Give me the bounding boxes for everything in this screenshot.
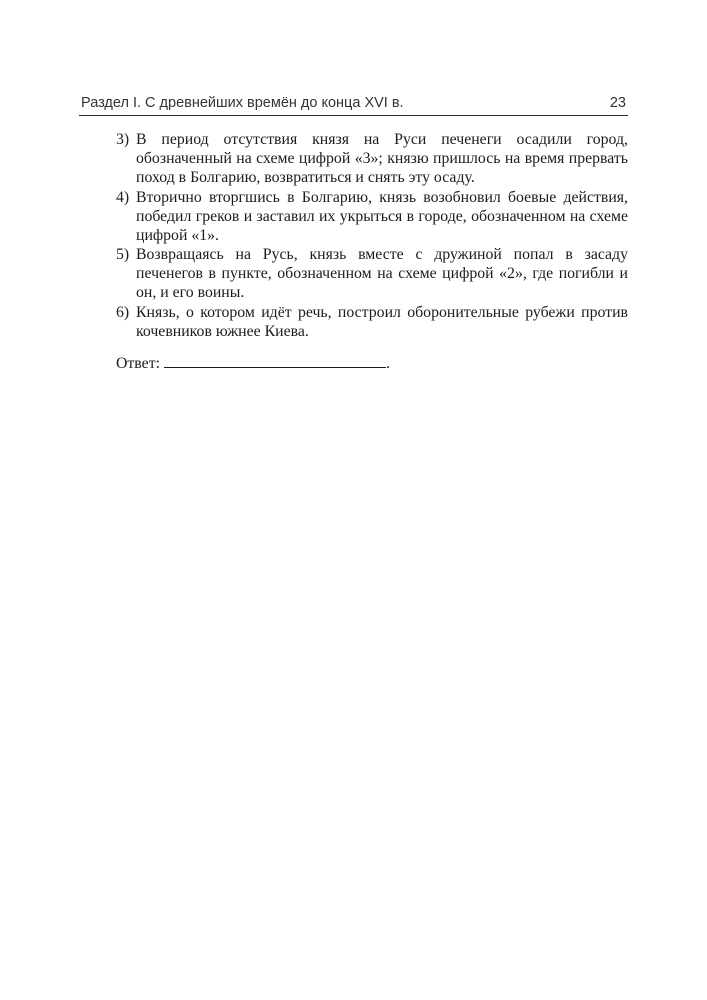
list-item-4 bbox=[116, 188, 628, 245]
page-number: 23 bbox=[609, 95, 626, 111]
answer-blank-field[interactable] bbox=[164, 352, 386, 368]
list-item-number: 4) bbox=[116, 188, 130, 206]
list-item-number: 5) bbox=[116, 246, 130, 263]
list-item-number: 3) bbox=[116, 131, 130, 148]
answer-row bbox=[116, 352, 628, 373]
list-item-text: В период отсутствия князя на Руси печенеги осадили город, обозначенный на схеме цифрой «3»; князю пришлось на время прервать поход в Болгарию, возвратиться и снять эту осаду. bbox=[136, 131, 628, 186]
list-item-text: Князь, о котором идёт речь, построил оборонительные рубежи против кочевников южнее Киева. bbox=[136, 303, 628, 340]
list-item-6 bbox=[116, 303, 628, 341]
answer-period: . bbox=[385, 354, 390, 372]
page-content bbox=[116, 130, 628, 373]
answer-label: Ответ: bbox=[116, 354, 160, 372]
section-title: Раздел I. С древнейших времён до конца XVI в. bbox=[81, 95, 404, 111]
list-item-3 bbox=[116, 130, 628, 187]
running-head bbox=[79, 93, 628, 116]
list-item-text: Вторично вторгшись в Болгарию, князь возобновил боевые действия, победил греков и заставил их укрыться в городе, обозначенном на схеме цифрой «1». bbox=[136, 188, 628, 244]
list-item-number: 6) bbox=[116, 303, 130, 321]
list-item-text: Возвращаясь на Русь, князь вместе с дружиной попал в засаду печенегов в пункте, обозначенном на схеме цифрой «2», где погибли и он, и его воины. bbox=[136, 246, 628, 301]
list-item-5 bbox=[116, 245, 628, 302]
